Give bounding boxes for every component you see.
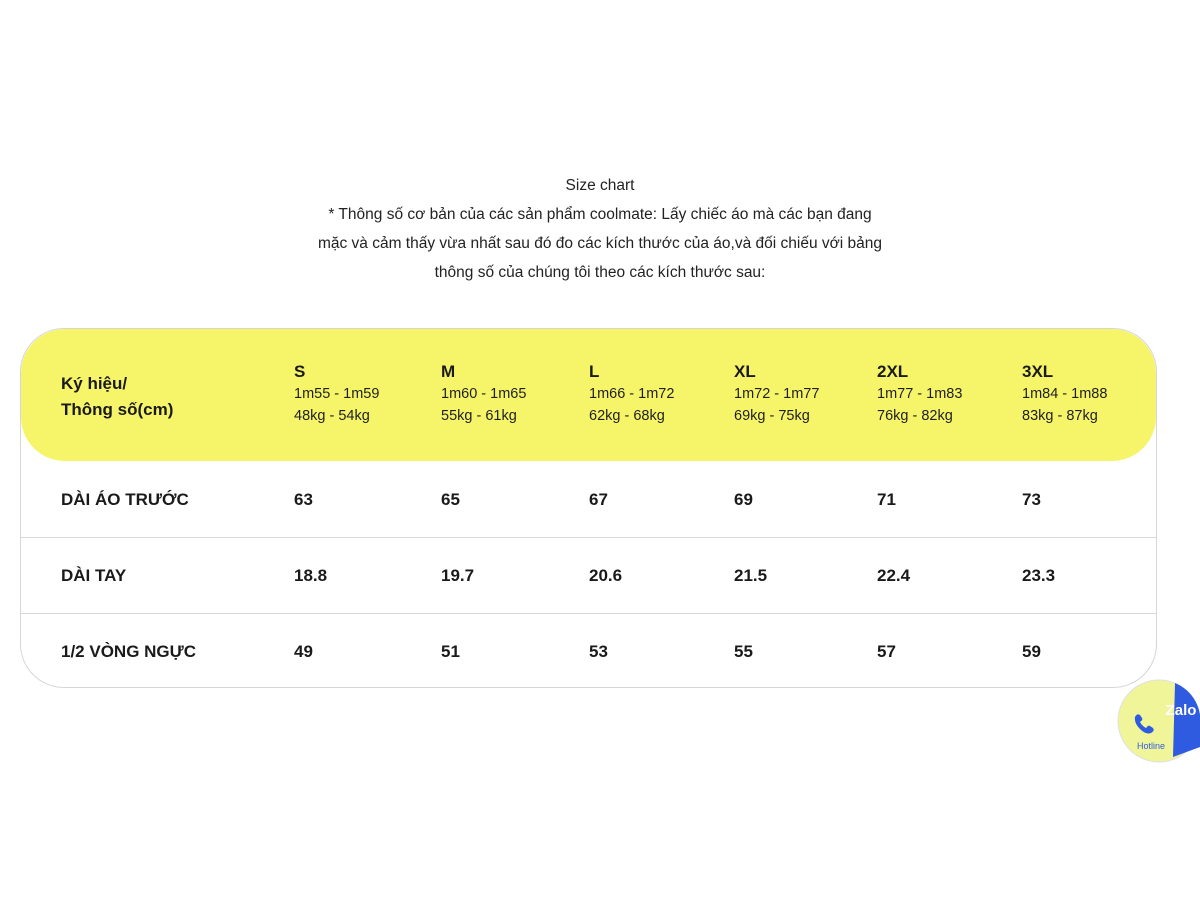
size-height-range: 1m60 - 1m65: [441, 386, 527, 402]
table-cell: 23.3: [1022, 566, 1056, 585]
size-column-s: [294, 361, 379, 427]
size-column-2xl: [877, 361, 962, 427]
size-name: 3XL: [1022, 362, 1054, 381]
size-name: S: [294, 362, 306, 381]
zalo-label: Zalo: [1165, 702, 1197, 719]
row-label: 1/2 VÒNG NGỰC: [61, 642, 197, 661]
zalo-hotline-badge[interactable]: [1117, 677, 1200, 765]
size-weight-range: 83kg - 87kg: [1022, 408, 1098, 424]
header-label-line1: Ký hiệu/: [61, 374, 128, 393]
size-table: [20, 328, 1157, 688]
intro-line-2: mặc và cảm thấy vừa nhất sau đó đo các kích thước của áo,và đối chiếu với bảng: [317, 235, 883, 252]
size-chart-title: Size chart: [565, 177, 635, 194]
table-row: [21, 614, 1156, 688]
row-label: DÀI TAY: [61, 566, 127, 585]
row-label: DÀI ÁO TRƯỚC: [61, 490, 189, 509]
size-weight-range: 48kg - 54kg: [294, 408, 370, 424]
table-cell: 20.6: [589, 566, 623, 585]
size-column-l: [589, 361, 674, 427]
table-cell: 53: [589, 642, 608, 661]
size-height-range: 1m84 - 1m88: [1022, 386, 1108, 402]
intro-line-3: thông số của chúng tôi theo các kích thước sau:: [434, 264, 766, 281]
size-name: L: [589, 362, 600, 381]
size-column-m: [441, 361, 526, 427]
size-height-range: 1m72 - 1m77: [734, 386, 820, 402]
table-cell: 65: [441, 490, 460, 509]
size-weight-range: 76kg - 82kg: [877, 408, 953, 424]
size-height-range: 1m55 - 1m59: [294, 386, 380, 402]
table-cell: 21.5: [734, 566, 768, 585]
table-cell: 69: [734, 490, 753, 509]
size-column-xl: [734, 361, 819, 427]
size-height-range: 1m66 - 1m72: [589, 386, 675, 402]
table-cell: 63: [294, 490, 313, 509]
table-cell: 55: [734, 642, 753, 661]
table-cell: 67: [589, 490, 608, 509]
table-cell: 57: [877, 642, 896, 661]
table-cell: 18.8: [294, 566, 328, 585]
table-cell: 49: [294, 642, 313, 661]
table-cell: 71: [877, 490, 896, 509]
zalo-hotline-widget[interactable]: [1117, 677, 1200, 765]
header-label-line2: Thông số(cm): [61, 400, 174, 419]
header-label: [61, 371, 173, 423]
table-row: [21, 538, 1156, 614]
size-weight-range: 69kg - 75kg: [734, 408, 810, 424]
table-row: [21, 462, 1156, 538]
size-name: M: [441, 362, 456, 381]
size-name: 2XL: [877, 362, 909, 381]
size-chart-intro: [0, 171, 1200, 287]
size-column-3xl: [1022, 361, 1107, 427]
size-weight-range: 62kg - 68kg: [589, 408, 665, 424]
table-cell: 19.7: [441, 566, 475, 585]
size-weight-range: 55kg - 61kg: [441, 408, 517, 424]
intro-line-1: * Thông số cơ bản của các sản phẩm coolmate: Lấy chiếc áo mà các bạn đang: [328, 206, 872, 223]
zalo-half: [1173, 683, 1200, 757]
table-cell: 73: [1022, 490, 1041, 509]
table-cell: 59: [1022, 642, 1041, 661]
table-cell: 51: [441, 642, 460, 661]
table-cell: 22.4: [877, 566, 911, 585]
size-height-range: 1m77 - 1m83: [877, 386, 963, 402]
size-name: XL: [734, 362, 756, 381]
hotline-label: Hotline: [1136, 741, 1166, 751]
size-table-header: [21, 329, 1156, 461]
